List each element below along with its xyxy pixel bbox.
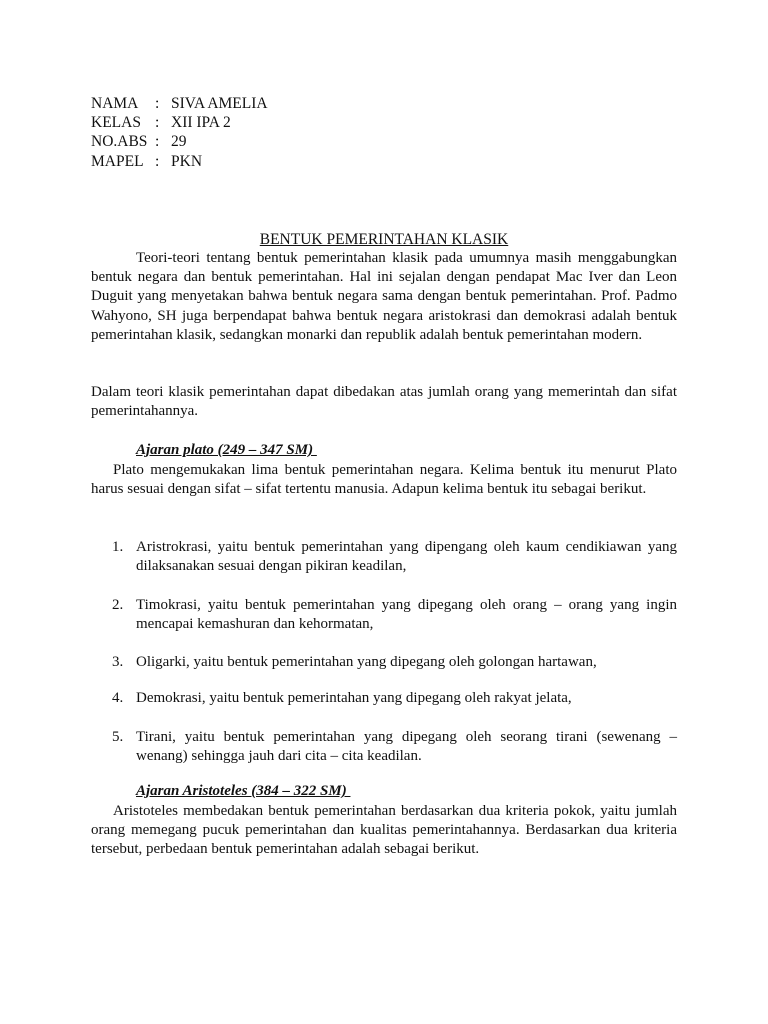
aristoteles-heading: Ajaran Aristoteles (384 – 322 SM) [136,783,351,799]
list-item [112,653,677,672]
list-text: Demokrasi, yaitu bentuk pemerintahan yang dipegang oleh rakyat jelata, [136,690,572,706]
plato-paragraph: Plato mengemukakan lima bentuk pemerintahan negara. Kelima bentuk itu menurut Plato harus sesuai dengan sifat – sifat tertentu manusia. Adapun kelima bentuk itu sebagai berikut. [91,462,677,498]
identity-separator: : [155,152,160,170]
identity-label: NO.ABS [91,133,148,151]
list-item [112,689,677,708]
identity-value: 29 [171,133,187,151]
identity-value: SIVA AMELIA [171,95,268,112]
plato-heading: Ajaran plato (249 – 347 SM) [136,442,317,458]
list-number: 1. [112,539,124,555]
list-number: 5. [112,729,124,745]
identity-separator: : [155,95,160,112]
list-text: Aristrokrasi, yaitu bentuk pemerintahan yang dipengang oleh kaum cendikiawan yang dilaksanakan sesuai dengan pikiran keadilan, [136,539,677,575]
document-title: BENTUK PEMERINTAHAN KLASIK [259,231,509,248]
identity-separator: : [155,114,160,132]
classic-theory-paragraph: Dalam teori klasik pemerintahan dapat dibedakan atas jumlah orang yang memerintah dan sifat pemerintahannya. [91,384,677,420]
identity-row-subject [91,152,268,171]
identity-separator: : [155,133,160,151]
intro-paragraph: Teori-teori tentang bentuk pemerintahan klasik pada umumnya masih menggabungkan bentuk negara dan bentuk pemerintahan. Hal ini sejalan dengan pendapat Mac Iver dan Leon Duguit yang menyetakan bahwa bentuk negara sama dengan bentuk pemerintahan. Prof. Padmo Wahyono, SH juga berpendapat bahwa bentuk negara aristokrasi dan demokrasi adalah bentuk pemerintahan klasik, sedangkan monarki dan republik adalah bentuk pemerintahan modern. [91,250,677,343]
identity-value: XII IPA 2 [171,114,231,132]
identity-row-number [91,132,268,151]
list-number: 4. [112,690,124,706]
list-number: 2. [112,597,124,613]
identity-row-name [91,94,268,113]
list-text: Oligarki, yaitu bentuk pemerintahan yang dipegang oleh golongan hartawan, [136,654,597,670]
identity-label: MAPEL [91,152,144,170]
identity-block [91,94,268,171]
identity-row-class [91,113,268,132]
aristoteles-paragraph: Aristoteles membedakan bentuk pemerintahan berdasarkan dua kriteria pokok, yaitu jumlah orang memegang pucuk pemerintahan dan kualitas pemerintahannya. Berdasarkan dua kriteria tersebut, perbedaan bentuk pemerintahan adalah sebagai berikut. [91,803,677,858]
list-text: Tirani, yaitu bentuk pemerintahan yang dipegang oleh seorang tirani (sewenang – wenang) sehingga jauh dari cita – cita keadilan. [136,729,677,765]
identity-label: NAMA [91,95,139,112]
identity-value: PKN [171,152,203,170]
list-item [112,596,677,634]
identity-label: KELAS [91,114,141,132]
list-text: Timokrasi, yaitu bentuk pemerintahan yang dipegang oleh orang – orang yang ingin mencapai kemashuran dan kehormatan, [136,597,677,633]
list-item [112,728,677,766]
list-item [112,538,677,576]
list-number: 3. [112,654,124,670]
